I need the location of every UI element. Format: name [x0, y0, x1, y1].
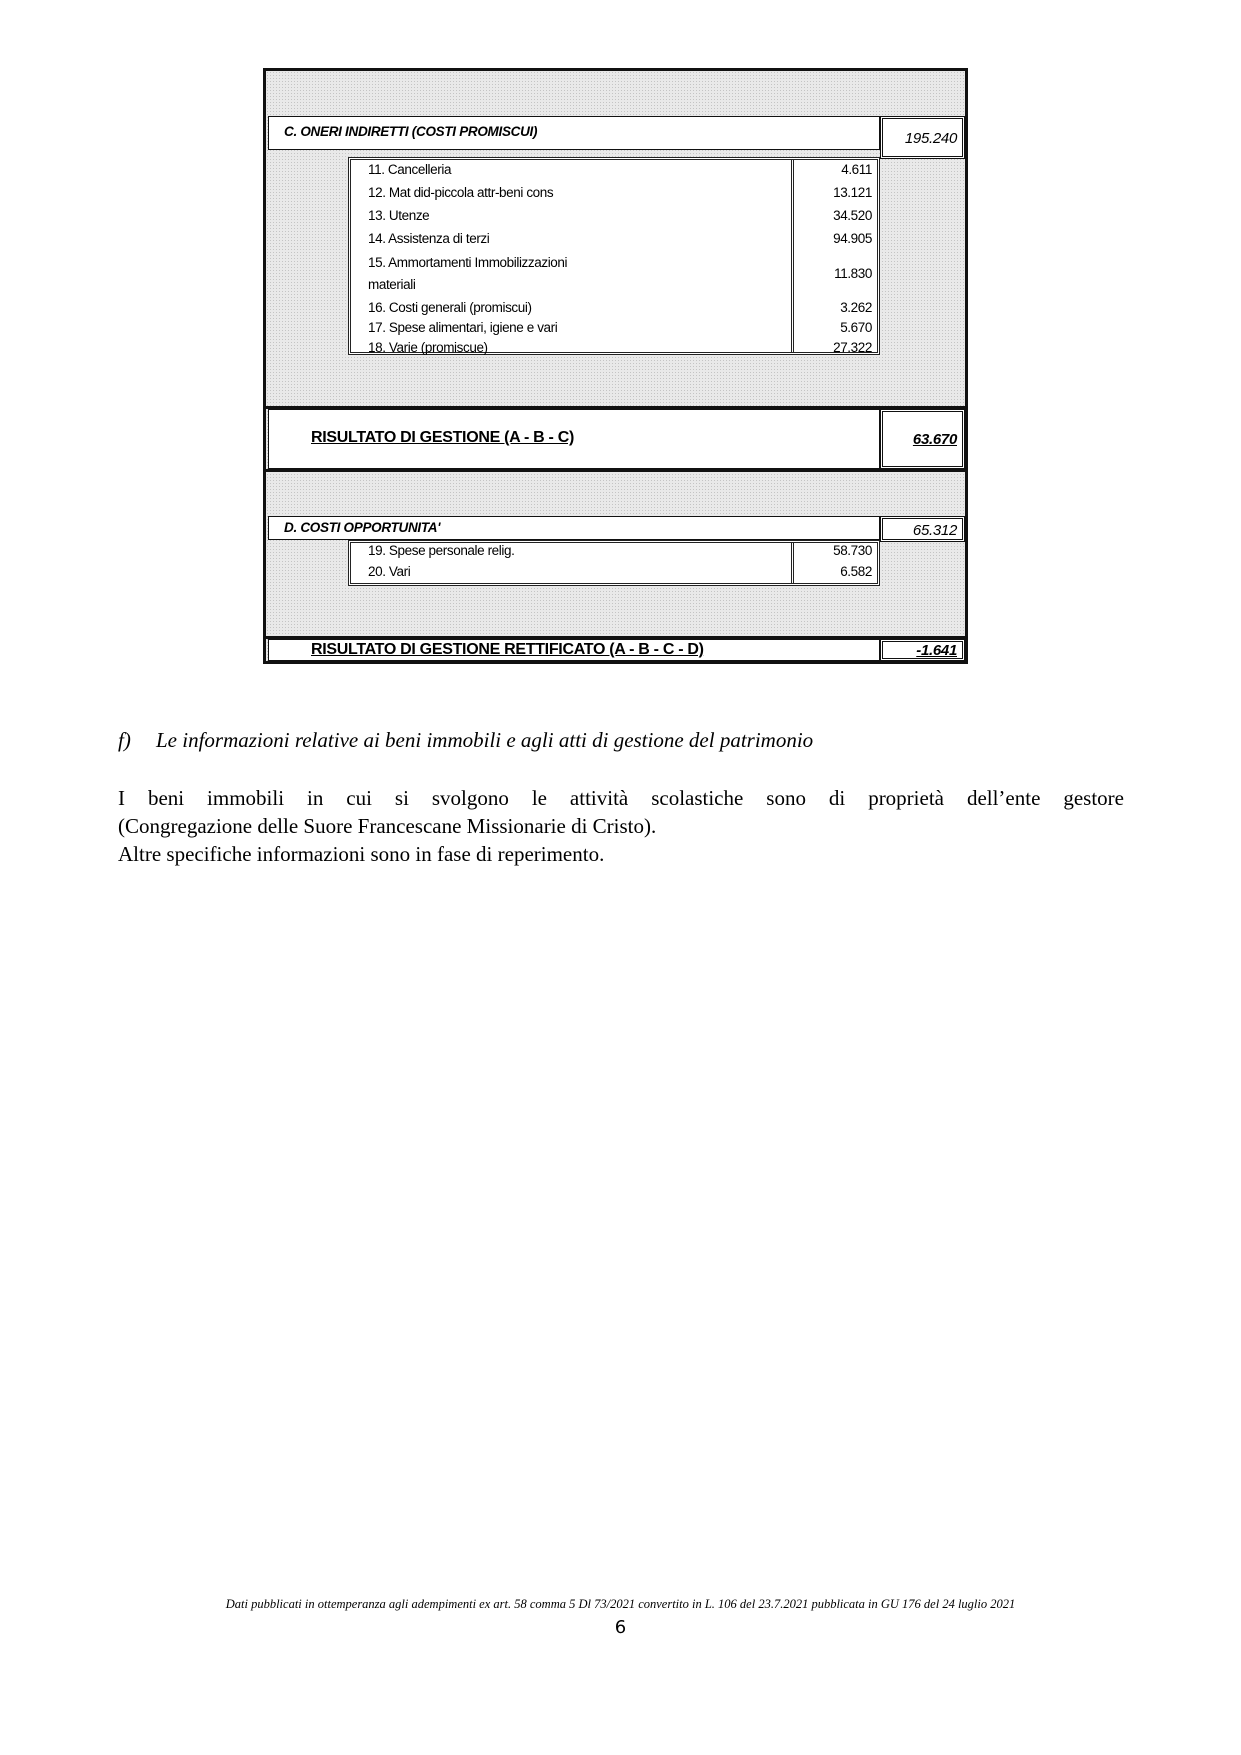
item-value: 34.520	[833, 208, 872, 223]
item-label-continued: materiali	[368, 277, 416, 292]
section-d-items	[348, 540, 880, 586]
paragraph-line: (Congregazione delle Suore Francescane Missionarie di Cristo).	[118, 814, 657, 838]
section-d-title: D. COSTI OPPORTUNITA'	[284, 520, 441, 535]
column-divider	[791, 543, 794, 583]
item-value: 6.582	[840, 564, 872, 579]
item-value: 4.611	[841, 162, 872, 177]
footer-note: Dati pubblicati in ottemperanza agli adempimenti ex art. 58 comma 5 Dl 73/2021 convertito in L. 106 del 23.7.2021 pubblicata in GU 176 del 24 luglio 2021	[225, 1597, 1016, 1611]
item-label: 14. Assistenza di terzi	[368, 231, 490, 246]
item-label: 15. Ammortamenti Immobilizzazioni	[368, 255, 568, 270]
result-abc-row	[268, 409, 880, 469]
result-abcd-number: -1.641	[916, 642, 957, 659]
item-label: 11. Cancelleria	[368, 162, 452, 177]
item-label: 20. Vari	[368, 564, 411, 579]
section-d-header	[268, 516, 880, 540]
financial-table	[263, 68, 968, 664]
item-value: 94.905	[833, 231, 872, 246]
section-c-total-value: 195.240	[904, 130, 957, 147]
result-abcd-row	[268, 639, 880, 661]
section-d-total	[880, 516, 965, 542]
item-label: 19. Spese personale relig.	[368, 543, 515, 558]
page-number: 6	[614, 1617, 627, 1638]
paragraph-line: Altre specifiche informazioni sono in fase di reperimento.	[118, 842, 605, 866]
section-d-total-value: 65.312	[912, 522, 957, 539]
item-label: 13. Utenze	[368, 208, 430, 223]
section-heading	[118, 728, 813, 753]
result-abc-value	[880, 409, 965, 469]
section-heading-text: Le informazioni relative ai beni immobili e agli atti di gestione del patrimonio	[156, 728, 814, 752]
item-value: 11.830	[834, 266, 872, 281]
section-c-title: C. ONERI INDIRETTI (COSTI PROMISCUI)	[284, 124, 538, 139]
section-c-total	[880, 116, 965, 159]
item-value: 27.322	[833, 340, 872, 355]
result-abc-label: RISULTATO DI GESTIONE (A - B - C)	[311, 429, 574, 446]
result-abcd-value	[880, 639, 965, 661]
item-label: 18. Varie (promiscue)	[368, 340, 488, 355]
body-paragraph	[118, 784, 1124, 868]
item-label: 17. Spese alimentari, igiene e vari	[368, 320, 558, 335]
table-row	[351, 255, 877, 295]
result-abcd-label: RISULTATO DI GESTIONE RETTIFICATO (A - B - C - D)	[311, 641, 704, 658]
divider	[266, 469, 965, 472]
item-value: 3.262	[840, 300, 872, 315]
item-value: 58.730	[833, 543, 872, 558]
section-c-items	[348, 157, 880, 355]
section-letter: f)	[118, 728, 131, 752]
result-abc-number: 63.670	[912, 431, 957, 448]
item-label: 12. Mat did-piccola attr-beni cons	[368, 185, 554, 200]
section-c-header	[268, 116, 880, 150]
paragraph-line: I beni immobili in cui si svolgono le attività scolastiche sono di proprietà dell’ente gestore	[118, 786, 1124, 810]
item-label: 16. Costi generali (promiscui)	[368, 300, 532, 315]
item-value: 13.121	[833, 185, 872, 200]
item-value: 5.670	[840, 320, 872, 335]
